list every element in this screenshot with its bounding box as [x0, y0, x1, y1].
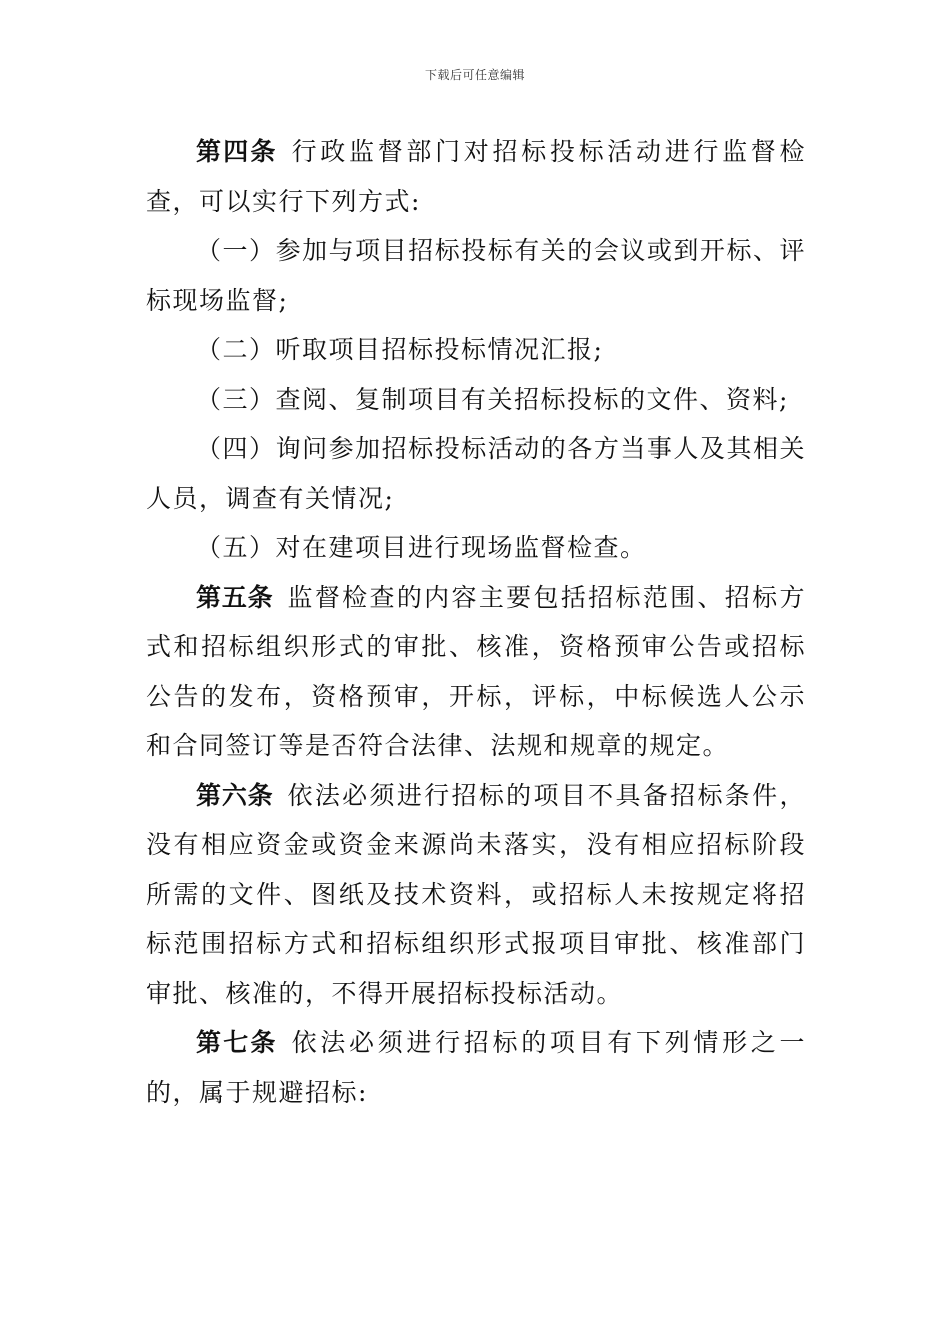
list-item-3 [146, 375, 806, 425]
article-label: 第四条 [196, 137, 278, 166]
list-item-text: （二）听取项目招标投标情况汇报; [196, 335, 604, 364]
list-item-1 [146, 226, 806, 325]
article-5-paragraph [146, 573, 806, 771]
article-text: 依法必须进行招标的项目不具备招标条件，没有相应资金或资金来源尚未落实，没有相应招标阶段所需的文件、图纸及技术资料，或招标人未按规定将招标范围招标方式和招标组织形式报项目审批、核准部门审批、核准的，不得开展招标投标活动。 [146, 780, 806, 1008]
list-item-2 [146, 325, 806, 375]
article-text: 依法必须进行招标的项目有下列情形之一的，属于规避招标: [146, 1028, 806, 1107]
list-item-text: （一）参加与项目招标投标有关的会议或到开标、评标现场监督; [146, 236, 806, 315]
article-label: 第七条 [196, 1028, 278, 1057]
article-text: 监督检查的内容主要包括招标范围、招标方式和招标组织形式的审批、核准，资格预审公告或招标公告的发布，资格预审，开标，评标，中标候选人公示和合同签订等是否符合法律、法规和规章的规定。 [146, 582, 806, 760]
article-text: 行政监督部门对招标投标活动进行监督检查，可以实行下列方式: [146, 137, 806, 216]
list-item-text: （三）查阅、复制项目有关招标投标的文件、资料; [196, 384, 789, 414]
list-item-5 [146, 523, 806, 573]
document-body [146, 127, 806, 1117]
article-4-paragraph [146, 127, 806, 226]
list-item-text: （五）对在建项目进行现场监督检查。 [196, 533, 647, 562]
article-6-paragraph [146, 771, 806, 1019]
article-7-paragraph [146, 1018, 806, 1117]
list-item-4 [146, 424, 806, 523]
article-label: 第六条 [196, 780, 274, 810]
list-item-text: （四）询问参加招标投标活动的各方当事人及其相关人员，调查有关情况; [146, 434, 806, 513]
article-label: 第五条 [196, 582, 274, 612]
page-header: 下载后可任意编辑 [424, 68, 525, 82]
